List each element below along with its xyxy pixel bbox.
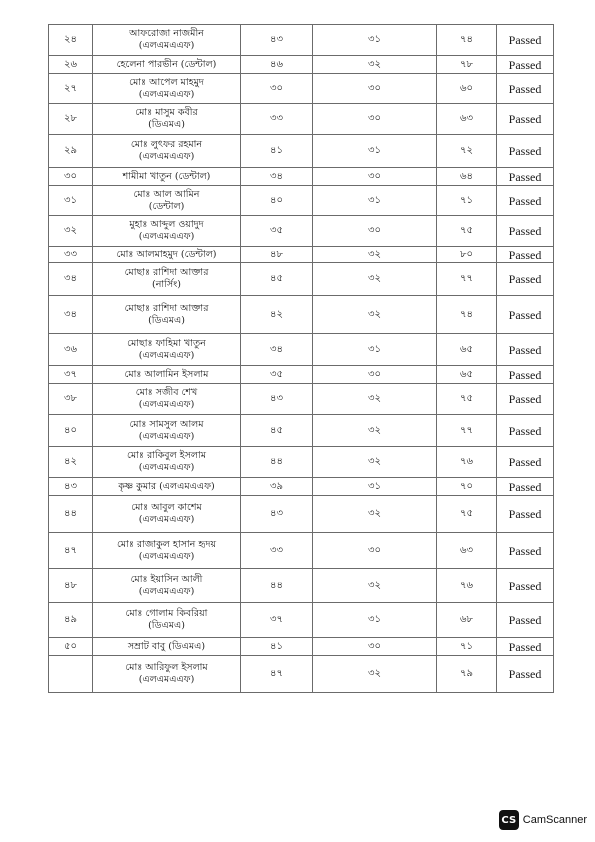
name-cell: [93, 478, 241, 496]
mark-1-cell: ৪৮: [241, 247, 313, 263]
name-cell: [93, 247, 241, 263]
total-cell: ৭০: [437, 478, 497, 496]
status-cell: Passed: [497, 415, 554, 447]
serial-cell: ৪০: [49, 415, 93, 447]
serial-cell: [49, 656, 93, 693]
candidate-category: (এলএমএএফ): [138, 585, 195, 597]
mark-1-cell: ৪১: [241, 135, 313, 168]
serial-cell: ২৪: [49, 25, 93, 56]
total-cell: ৭৬: [437, 447, 497, 478]
status-cell: Passed: [497, 603, 554, 638]
serial-cell: ৪৯: [49, 603, 93, 638]
candidate-category: (এলএমএএফ): [138, 462, 195, 473]
name-cell: [93, 135, 241, 168]
mark-2-cell: ৩২: [313, 56, 437, 74]
camscanner-watermark: [499, 810, 587, 830]
mark-2-cell: ৩২: [313, 496, 437, 533]
name-cell: [93, 569, 241, 603]
candidate-name: শামীমা খাতুন (ডেন্টাল): [122, 170, 211, 182]
candidate-category: (এলএমএএফ): [138, 514, 195, 525]
status-cell: Passed: [497, 263, 554, 296]
candidate-category: (ডিএমএ): [148, 314, 185, 326]
mark-1-cell: ৪৩: [241, 496, 313, 533]
mark-2-cell: ৩২: [313, 263, 437, 296]
serial-cell: ৪৮: [49, 569, 93, 603]
name-cell: [93, 56, 241, 74]
candidate-name: মোঃ রাজাকুল হাসান হৃদয়: [116, 538, 217, 550]
candidate-name: আফরোজা নাজমীন: [129, 28, 204, 39]
mark-2-cell: ৩০: [313, 216, 437, 247]
status-cell: Passed: [497, 135, 554, 168]
table-row: [49, 263, 554, 296]
table-row: [49, 168, 554, 186]
candidate-name: মোছাঃ রাশিদা আক্তার: [124, 267, 209, 278]
mark-2-cell: ৩০: [313, 168, 437, 186]
total-cell: ৬৫: [437, 334, 497, 366]
mark-1-cell: ৩৫: [241, 366, 313, 384]
mark-1-cell: ৪৩: [241, 384, 313, 415]
serial-cell: ২৮: [49, 104, 93, 135]
table-row: [49, 603, 554, 638]
status-cell: Passed: [497, 56, 554, 74]
serial-cell: ৩২: [49, 216, 93, 247]
mark-2-cell: ৩২: [313, 656, 437, 693]
mark-1-cell: ৪৪: [241, 447, 313, 478]
table-row: [49, 533, 554, 569]
name-cell: [93, 638, 241, 656]
table-row: [49, 478, 554, 496]
status-cell: Passed: [497, 186, 554, 216]
candidate-category: (এলএমএএফ): [138, 349, 195, 361]
serial-cell: ৩৪: [49, 263, 93, 296]
candidate-category: (ডেন্টাল): [148, 200, 185, 212]
total-cell: ৬০: [437, 74, 497, 104]
mark-2-cell: ৩০: [313, 74, 437, 104]
candidate-name: মোছাঃ ফাহিমা খাতুন: [127, 337, 206, 349]
total-cell: ৭৬: [437, 569, 497, 603]
candidate-name: মোঃ মাসুম কবীর: [135, 107, 198, 118]
total-cell: ৭৪: [437, 296, 497, 334]
mark-1-cell: ৪৭: [241, 656, 313, 693]
serial-cell: ৪৩: [49, 478, 93, 496]
table-row: [49, 186, 554, 216]
total-cell: ৭৫: [437, 384, 497, 415]
candidate-category: (এলএমএএফ): [138, 151, 195, 162]
table-row: [49, 366, 554, 384]
serial-cell: ৩০: [49, 168, 93, 186]
result-table: [48, 24, 554, 693]
name-cell: [93, 533, 241, 569]
mark-1-cell: ৪৪: [241, 569, 313, 603]
mark-1-cell: ৪৫: [241, 263, 313, 296]
total-cell: ৬৮: [437, 603, 497, 638]
total-cell: ৭১: [437, 638, 497, 656]
mark-2-cell: ৩০: [313, 533, 437, 569]
name-cell: [93, 168, 241, 186]
mark-1-cell: ৩৯: [241, 478, 313, 496]
mark-2-cell: ৩১: [313, 478, 437, 496]
serial-cell: ৩১: [49, 186, 93, 216]
total-cell: ৬৩: [437, 533, 497, 569]
status-cell: Passed: [497, 533, 554, 569]
status-cell: Passed: [497, 638, 554, 656]
candidate-category: (এলএমএএফ): [138, 430, 195, 442]
candidate-category: (এলএমএএফ): [138, 674, 195, 685]
serial-cell: ৫০: [49, 638, 93, 656]
mark-1-cell: ৪০: [241, 186, 313, 216]
candidate-name: মোঃ আরিফুল ইসলাম: [125, 662, 208, 673]
name-cell: [93, 25, 241, 56]
total-cell: ৭৮: [437, 56, 497, 74]
mark-2-cell: ৩১: [313, 603, 437, 638]
status-cell: Passed: [497, 366, 554, 384]
total-cell: ৭১: [437, 186, 497, 216]
mark-1-cell: ৩৪: [241, 168, 313, 186]
candidate-name: মোঃ সজীব শেখ: [135, 387, 198, 398]
total-cell: ৭২: [437, 135, 497, 168]
total-cell: ৭৫: [437, 496, 497, 533]
serial-cell: ২৬: [49, 56, 93, 74]
name-cell: [93, 74, 241, 104]
mark-2-cell: ৩২: [313, 415, 437, 447]
camscanner-label: CamScanner: [522, 814, 587, 826]
candidate-name: মোঃ আপেল মাহমুদ: [129, 76, 204, 88]
name-cell: [93, 186, 241, 216]
name-cell: [93, 334, 241, 366]
total-cell: ৬৩: [437, 104, 497, 135]
status-cell: Passed: [497, 25, 554, 56]
name-cell: [93, 384, 241, 415]
candidate-category: (ডিএমএ): [148, 620, 185, 631]
candidate-category: (ডিএমএ): [148, 119, 185, 130]
serial-cell: ২৭: [49, 74, 93, 104]
total-cell: ৬৪: [437, 168, 497, 186]
table-row: [49, 56, 554, 74]
mark-2-cell: ৩২: [313, 247, 437, 263]
name-cell: [93, 296, 241, 334]
total-cell: ৬৫: [437, 366, 497, 384]
table-row: [49, 104, 554, 135]
serial-cell: ৩৮: [49, 384, 93, 415]
mark-2-cell: ৩১: [313, 25, 437, 56]
mark-1-cell: ৩০: [241, 74, 313, 104]
candidate-name: মোঃ আল আমিন: [133, 188, 200, 200]
candidate-name: কৃষ্ণ কুমার (এলএমএএফ): [118, 480, 215, 492]
mark-2-cell: ৩২: [313, 384, 437, 415]
name-cell: [93, 216, 241, 247]
table-row: [49, 384, 554, 415]
table-row: [49, 447, 554, 478]
status-cell: Passed: [497, 496, 554, 533]
total-cell: ৮০: [437, 247, 497, 263]
camscanner-logo-icon: CS: [499, 810, 519, 830]
table-row: [49, 569, 554, 603]
status-cell: Passed: [497, 296, 554, 334]
mark-1-cell: ৪৫: [241, 415, 313, 447]
serial-cell: ২৯: [49, 135, 93, 168]
status-cell: Passed: [497, 569, 554, 603]
candidate-category: (এলএমএএফ): [138, 88, 195, 100]
candidate-name: সম্রাট বাবু (ডিএমএ): [127, 640, 206, 652]
status-cell: Passed: [497, 447, 554, 478]
serial-cell: ৪২: [49, 447, 93, 478]
table-row: [49, 334, 554, 366]
candidate-name: মোঃ আলামিন ইসলাম: [124, 368, 209, 380]
table-row: [49, 638, 554, 656]
table-row: [49, 135, 554, 168]
mark-2-cell: ৩০: [313, 366, 437, 384]
mark-2-cell: ৩২: [313, 296, 437, 334]
mark-1-cell: ৪৬: [241, 56, 313, 74]
serial-cell: ৩৬: [49, 334, 93, 366]
serial-cell: ৪৭: [49, 533, 93, 569]
mark-1-cell: ৪৩: [241, 25, 313, 56]
table-row: [49, 25, 554, 56]
name-cell: [93, 104, 241, 135]
candidate-name: মোছাঃ রাশিদা আক্তার: [124, 302, 209, 314]
total-cell: ৭৫: [437, 216, 497, 247]
table-row: [49, 496, 554, 533]
table-row: [49, 247, 554, 263]
total-cell: ৭৭: [437, 263, 497, 296]
mark-2-cell: ৩১: [313, 186, 437, 216]
name-cell: [93, 603, 241, 638]
candidate-name: মোঃ ইয়াসিন আলী: [130, 573, 203, 585]
candidate-name: মোঃ রাকিবুল ইসলাম: [126, 450, 207, 461]
result-table-body: [49, 25, 554, 693]
status-cell: Passed: [497, 478, 554, 496]
mark-2-cell: ৩০: [313, 104, 437, 135]
candidate-name: মোঃ লুৎফর রহমান: [130, 139, 203, 150]
serial-cell: ৩৩: [49, 247, 93, 263]
total-cell: ৭৯: [437, 656, 497, 693]
table-row: [49, 216, 554, 247]
candidate-category: (এলএমএএফ): [138, 231, 195, 242]
name-cell: [93, 366, 241, 384]
candidate-name: মোঃ সামসুল আলম: [129, 418, 204, 430]
candidate-category: (এলএমএএফ): [138, 550, 195, 562]
table-row: [49, 656, 554, 693]
status-cell: Passed: [497, 168, 554, 186]
table-row: [49, 74, 554, 104]
candidate-category: (এলএমএএফ): [138, 40, 195, 51]
name-cell: [93, 656, 241, 693]
candidate-name: মোঃ গোলাম কিবরিয়া: [125, 608, 208, 619]
status-cell: Passed: [497, 384, 554, 415]
status-cell: Passed: [497, 247, 554, 263]
candidate-name: হেলেনা পারভীন (ডেন্টাল): [116, 58, 217, 70]
mark-2-cell: ৩১: [313, 334, 437, 366]
mark-2-cell: ৩২: [313, 447, 437, 478]
candidate-category: (এলএমএএফ): [138, 399, 195, 410]
candidate-name: মোঃ আলমাহমুদ (ডেন্টাল): [116, 248, 217, 260]
mark-2-cell: ৩২: [313, 569, 437, 603]
mark-2-cell: ৩১: [313, 135, 437, 168]
status-cell: Passed: [497, 334, 554, 366]
name-cell: [93, 415, 241, 447]
serial-cell: ৪৪: [49, 496, 93, 533]
mark-1-cell: ৩৩: [241, 104, 313, 135]
candidate-name: মোঃ আবুল কাশেম: [131, 502, 202, 513]
total-cell: ৭৭: [437, 415, 497, 447]
mark-1-cell: ৩৫: [241, 216, 313, 247]
table-row: [49, 415, 554, 447]
name-cell: [93, 496, 241, 533]
status-cell: Passed: [497, 216, 554, 247]
name-cell: [93, 447, 241, 478]
status-cell: Passed: [497, 74, 554, 104]
mark-1-cell: ৩৩: [241, 533, 313, 569]
serial-cell: ৩৪: [49, 296, 93, 334]
serial-cell: ৩৭: [49, 366, 93, 384]
name-cell: [93, 263, 241, 296]
status-cell: Passed: [497, 656, 554, 693]
mark-1-cell: ৩৭: [241, 603, 313, 638]
mark-1-cell: ৪২: [241, 296, 313, 334]
candidate-name: মুহাঃ আব্দুল ওয়াদুদ: [129, 219, 204, 230]
table-row: [49, 296, 554, 334]
mark-2-cell: ৩০: [313, 638, 437, 656]
candidate-category: (নার্সিং): [152, 279, 181, 290]
mark-1-cell: ৩৪: [241, 334, 313, 366]
mark-1-cell: ৪১: [241, 638, 313, 656]
total-cell: ৭৪: [437, 25, 497, 56]
status-cell: Passed: [497, 104, 554, 135]
